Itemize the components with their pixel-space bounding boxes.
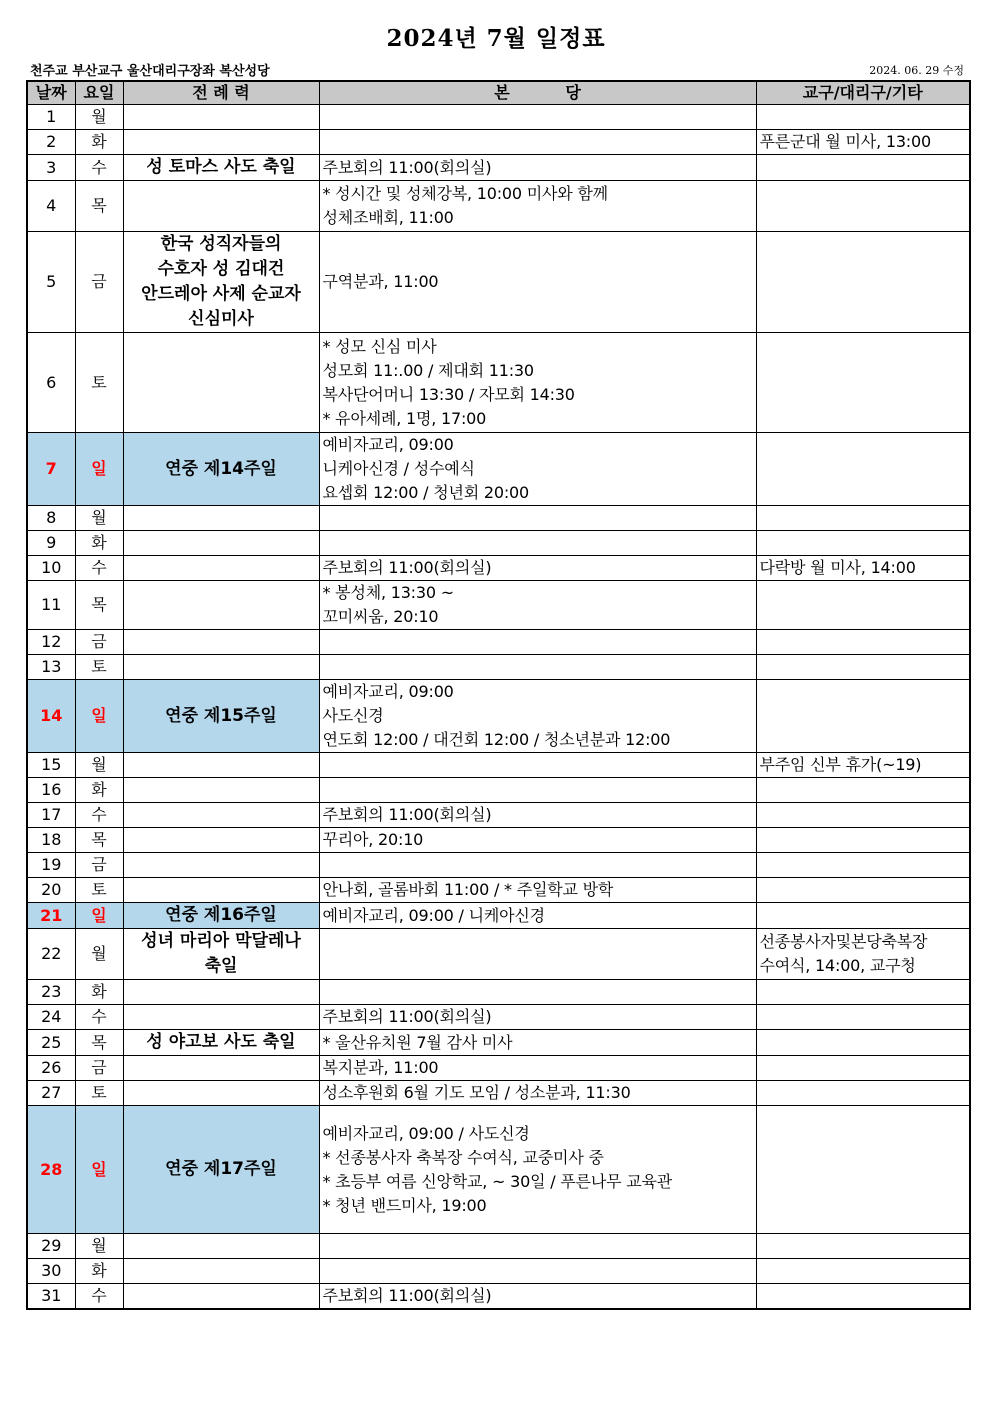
parish-cell: 주보회의 11:00(회의실) [319,556,756,581]
parish-cell [319,1234,756,1259]
date-cell: 4 [27,181,75,232]
liturgy-cell [123,878,319,903]
table-row [27,105,970,130]
parish-cell [319,655,756,680]
table-row [27,1234,970,1259]
schedule-table [26,80,971,1310]
other-cell [756,655,970,680]
parish-cell: 예비자교리, 09:00 / 사도신경 * 선종봉사자 축복장 수여식, 교중미사 중 * 초등부 여름 신앙학교, ~ 30일 / 푸른나무 교육관 * 청년 밴드미사, 19:00 [319,1106,756,1234]
table-row [27,980,970,1005]
table-row [27,130,970,155]
parish-cell: 주보회의 11:00(회의실) [319,1005,756,1030]
parish-cell [319,853,756,878]
table-row [27,581,970,630]
liturgy-cell [123,853,319,878]
liturgy-cell [123,1234,319,1259]
weekday-cell: 일 [75,680,123,753]
parish-cell: 복지분과, 11:00 [319,1056,756,1081]
parish-cell: 주보회의 11:00(회의실) [319,1284,756,1310]
parish-cell: * 울산유치원 7월 감사 미사 [319,1030,756,1056]
table-row [27,1284,970,1310]
table-row [27,506,970,531]
header-liturgy: 전 례 력 [123,81,319,105]
other-cell [756,1005,970,1030]
weekday-cell: 수 [75,1284,123,1310]
liturgy-cell [123,1259,319,1284]
weekday-cell: 수 [75,556,123,581]
other-cell [756,105,970,130]
weekday-cell: 월 [75,105,123,130]
liturgy-cell [123,753,319,778]
date-cell: 29 [27,1234,75,1259]
header-day: 요일 [75,81,123,105]
weekday-cell: 월 [75,1234,123,1259]
date-cell: 19 [27,853,75,878]
table-row [27,1081,970,1106]
table-row [27,853,970,878]
weekday-cell: 수 [75,803,123,828]
date-cell: 25 [27,1030,75,1056]
liturgy-cell [123,531,319,556]
table-row [27,155,970,181]
date-cell: 17 [27,803,75,828]
table-row [27,1056,970,1081]
liturgy-cell [123,655,319,680]
other-cell [756,506,970,531]
liturgy-cell [123,630,319,655]
date-cell: 14 [27,680,75,753]
table-row [27,531,970,556]
other-cell [756,1030,970,1056]
other-cell [756,1234,970,1259]
liturgy-cell [123,1284,319,1310]
table-row [27,232,970,333]
parish-cell [319,929,756,980]
table-row [27,753,970,778]
other-cell [756,1284,970,1310]
parish-cell [319,130,756,155]
weekday-cell: 목 [75,828,123,853]
weekday-cell: 화 [75,778,123,803]
other-cell [756,232,970,333]
date-cell: 10 [27,556,75,581]
other-cell [756,903,970,929]
parish-cell [319,630,756,655]
weekday-cell: 목 [75,181,123,232]
other-cell [756,803,970,828]
weekday-cell: 토 [75,1081,123,1106]
revision-date: 2024. 06. 29 수정 [869,64,964,77]
parish-cell: 예비자교리, 09:00 / 니케아신경 [319,903,756,929]
other-cell [756,181,970,232]
liturgy-cell: 연중 제14주일 [123,433,319,506]
liturgy-cell: 연중 제16주일 [123,903,319,929]
table-row [27,556,970,581]
table-row [27,433,970,506]
parish-cell [319,980,756,1005]
other-cell [756,581,970,630]
header-row [27,81,970,105]
liturgy-cell [123,1005,319,1030]
other-cell [756,1081,970,1106]
liturgy-cell [123,105,319,130]
other-cell [756,1259,970,1284]
liturgy-cell: 성 토마스 사도 축일 [123,155,319,181]
parish-cell: * 봉성체, 13:30 ~ 꼬미씨움, 20:10 [319,581,756,630]
weekday-cell: 목 [75,1030,123,1056]
liturgy-cell [123,828,319,853]
liturgy-cell [123,1081,319,1106]
header-other: 교구/대리구/기타 [756,81,970,105]
other-cell [756,853,970,878]
date-cell: 30 [27,1259,75,1284]
liturgy-cell: 성 야고보 사도 축일 [123,1030,319,1056]
table-row [27,828,970,853]
other-cell [756,1106,970,1234]
weekday-cell: 월 [75,929,123,980]
parish-cell: 주보회의 11:00(회의실) [319,803,756,828]
date-cell: 5 [27,232,75,333]
header-date: 날짜 [27,81,75,105]
table-row [27,1106,970,1234]
weekday-cell: 금 [75,630,123,655]
date-cell: 13 [27,655,75,680]
date-cell: 1 [27,105,75,130]
weekday-cell: 화 [75,980,123,1005]
other-cell: 선종봉사자및본당축복장 수여식, 14:00, 교구청 [756,929,970,980]
parish-cell [319,105,756,130]
table-row [27,630,970,655]
table-row [27,878,970,903]
weekday-cell: 화 [75,130,123,155]
table-row [27,929,970,980]
table-row [27,1030,970,1056]
parish-cell [319,778,756,803]
table-row [27,1005,970,1030]
other-cell [756,980,970,1005]
parish-cell: 성소후원회 6월 기도 모임 / 성소분과, 11:30 [319,1081,756,1106]
weekday-cell: 토 [75,655,123,680]
other-cell: 다락방 월 미사, 14:00 [756,556,970,581]
date-cell: 3 [27,155,75,181]
date-cell: 2 [27,130,75,155]
weekday-cell: 금 [75,853,123,878]
table-row [27,680,970,753]
table-row [27,778,970,803]
weekday-cell: 목 [75,581,123,630]
liturgy-cell [123,581,319,630]
liturgy-cell [123,333,319,433]
other-cell [756,680,970,753]
other-cell [756,433,970,506]
date-cell: 27 [27,1081,75,1106]
date-cell: 23 [27,980,75,1005]
table-row [27,903,970,929]
date-cell: 24 [27,1005,75,1030]
weekday-cell: 금 [75,1056,123,1081]
date-cell: 20 [27,878,75,903]
date-cell: 12 [27,630,75,655]
date-cell: 9 [27,531,75,556]
other-cell [756,878,970,903]
parish-cell [319,531,756,556]
parish-cell [319,1259,756,1284]
liturgy-cell [123,506,319,531]
date-cell: 18 [27,828,75,853]
table-row [27,181,970,232]
weekday-cell: 토 [75,878,123,903]
weekday-cell: 화 [75,531,123,556]
weekday-cell: 일 [75,433,123,506]
liturgy-cell [123,181,319,232]
liturgy-cell [123,980,319,1005]
weekday-cell: 화 [75,1259,123,1284]
weekday-cell: 수 [75,155,123,181]
other-cell [756,828,970,853]
parish-cell: * 성시간 및 성체강복, 10:00 미사와 함께 성체조배회, 11:00 [319,181,756,232]
weekday-cell: 일 [75,903,123,929]
liturgy-cell [123,803,319,828]
parish-cell: * 성모 신심 미사 성모회 11:.00 / 제대회 11:30 복사단어머니 13:30 / 자모회 14:30 * 유아세례, 1명, 17:00 [319,333,756,433]
liturgy-cell: 연중 제17주일 [123,1106,319,1234]
table-row [27,333,970,433]
table-row [27,655,970,680]
date-cell: 11 [27,581,75,630]
date-cell: 8 [27,506,75,531]
liturgy-cell: 한국 성직자들의 수호자 성 김대건 안드레아 사제 순교자 신심미사 [123,232,319,333]
date-cell: 31 [27,1284,75,1310]
liturgy-cell [123,556,319,581]
weekday-cell: 일 [75,1106,123,1234]
parish-cell: 주보회의 11:00(회의실) [319,155,756,181]
other-cell [756,1056,970,1081]
liturgy-cell [123,1056,319,1081]
parish-name: 천주교 부산교구 울산대리구장좌 복산성당 [30,64,270,79]
other-cell: 푸른군대 월 미사, 13:00 [756,130,970,155]
other-cell [756,778,970,803]
parish-cell [319,753,756,778]
other-cell: 부주임 신부 휴가(~19) [756,753,970,778]
parish-cell [319,506,756,531]
table-row [27,803,970,828]
date-cell: 6 [27,333,75,433]
weekday-cell: 월 [75,753,123,778]
parish-cell: 예비자교리, 09:00 사도신경 연도회 12:00 / 대건회 12:00 / 청소년분과 12:00 [319,680,756,753]
other-cell [756,155,970,181]
parish-cell: 구역분과, 11:00 [319,232,756,333]
table-row [27,1259,970,1284]
parish-cell: 안나회, 골롬바회 11:00 / * 주일학교 방학 [319,878,756,903]
page-title: 2024년 7월 일정표 [386,25,606,52]
date-cell: 21 [27,903,75,929]
date-cell: 15 [27,753,75,778]
other-cell [756,630,970,655]
weekday-cell: 수 [75,1005,123,1030]
date-cell: 26 [27,1056,75,1081]
liturgy-cell [123,778,319,803]
parish-cell: 예비자교리, 09:00 니케아신경 / 성수예식 요셉회 12:00 / 청년회 20:00 [319,433,756,506]
weekday-cell: 토 [75,333,123,433]
other-cell [756,333,970,433]
other-cell [756,531,970,556]
parish-cell: 꾸리아, 20:10 [319,828,756,853]
date-cell: 7 [27,433,75,506]
date-cell: 16 [27,778,75,803]
weekday-cell: 금 [75,232,123,333]
date-cell: 22 [27,929,75,980]
liturgy-cell [123,130,319,155]
weekday-cell: 월 [75,506,123,531]
header-parish: 본 당 [319,81,756,105]
liturgy-cell: 연중 제15주일 [123,680,319,753]
date-cell: 28 [27,1106,75,1234]
liturgy-cell: 성녀 마리아 막달레나 축일 [123,929,319,980]
